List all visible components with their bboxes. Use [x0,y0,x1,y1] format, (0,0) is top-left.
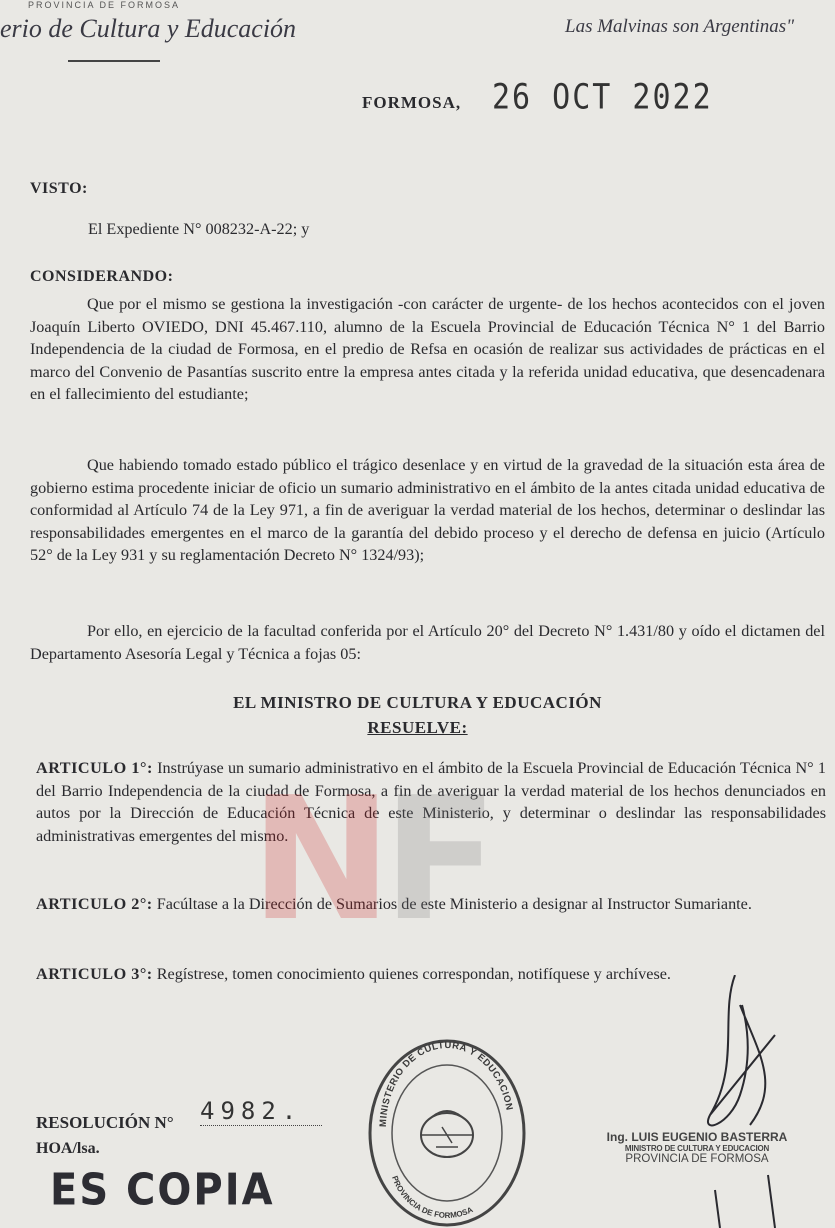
date-stamp: 26 OCT 2022 [492,77,713,118]
initials: HOA/lsa. [36,1140,100,1157]
article-2 [36,893,826,916]
city-label: FORMOSA, [362,93,462,112]
motto: Las Malvinas son Argentinas" [565,16,795,37]
ministry-seal [366,1027,528,1227]
province-header: PROVINCIA DE FORMOSA [28,0,181,10]
visto-heading: VISTO: [30,180,88,197]
seal-text-top: MINISTERIO DE CULTURA Y EDUCACION [377,1039,515,1128]
considerando-paragraph-2: Que habiendo tomado estado público el trágico desenlace y en virtud de la gravedad de la situación esta área de gobierno estima procedente iniciar de oficio un sumario administrativo en el ámbito de la antes citada unidad educativa de conformidad al Artículo 74 de la Ley 971, a fin de averiguar la verdad material de los hechos, determinar o deslindar las responsabilidades emergentes en el marco de la garantía del debido proceso y el derecho de defensa en juicio (Artículo 52° de la Ley 931 y su reglamentación Decreto N° 1324/93); [30,456,825,564]
copy-stamp: ES COPIA [50,1164,275,1216]
resuelve-wrapper [0,718,835,738]
considerando-paragraph-3: Por ello, en ejercicio de la facultad conferida por el Artículo 20° del Decreto N° 1.431/80 y oído el dictamen del Departamento Asesoría Legal y Técnica a fojas 05: [30,622,825,663]
article-2-label: ARTICULO 2°: [36,895,153,913]
signatory-province: PROVINCIA DE FORMOSA [625,1153,769,1165]
article-3-text: Regístrese, tomen conocimiento quienes correspondan, notifíquese y archívese. [156,965,671,983]
signature-scribble [680,975,800,1228]
article-1-label: ARTICULO 1°: [36,759,153,777]
seal-text-bottom: PROVINCIA DE FORMOSA [390,1174,475,1220]
resuelve-heading: RESUELVE: [367,718,468,737]
coat-of-arms-icon [421,1111,473,1157]
article-3-label: ARTICULO 3°: [36,965,153,983]
resolution-label: RESOLUCIÓN N° [36,1113,174,1132]
visto-text: El Expediente N° 008232-A-22; y [88,220,310,238]
article-1 [36,757,826,847]
resolution-number: 4982. [200,1097,322,1126]
ministry-letterhead: erio de Cultura y Educación [0,14,297,43]
signature-block [597,1130,797,1165]
minister-title: EL MINISTRO DE CULTURA Y EDUCACIÓN [233,693,602,712]
considerando-heading: CONSIDERANDO: [30,268,174,285]
signatory-name: Ing. LUIS EUGENIO BASTERRA [606,1130,788,1144]
seal-inner-ring [392,1065,502,1201]
watermark-letter-n: N [250,761,393,959]
watermark-letter-f: F [382,761,499,959]
seal-outer-ring [370,1041,524,1225]
considerando-paragraph-1: Que por el mismo se gestiona la investigación -con carácter de urgente- de los hechos acontecidos con el joven Joaquín Liberto OVIEDO, DNI 45.467.110, alumno de la Escuela Provincial de Educación Técnica N° 1 del Barrio Independencia de la ciudad de Formosa, en el predio de Refsa en ocasión de realizar sus actividades de prácticas en el marco del Convenio de Pasantías suscrito entre la empresa antes citada y la referida unidad educativa, que desencadenara en el fallecimiento del estudiante; [30,295,825,403]
letterhead-divider [68,60,160,62]
article-1-text: Instrúyase un sumario administrativo en el ámbito de la Escuela Provincial de Educación Técnica N° 1 del Barrio Independencia de la ciudad de Formosa, a fin de averiguar la verdad material de los hechos denunciados en autos por la Dirección de Educación Técnica de este Ministerio, y determinar o deslindar las responsabilidades administrativas emergentes del mismo. [36,759,827,845]
article-2-text: Facúltase a la Dirección de Sumarios de este Ministerio a designar al Instructor Sumariante. [156,895,752,913]
signatory-role: MINISTRO DE CULTURA Y EDUCACION [624,1144,770,1153]
